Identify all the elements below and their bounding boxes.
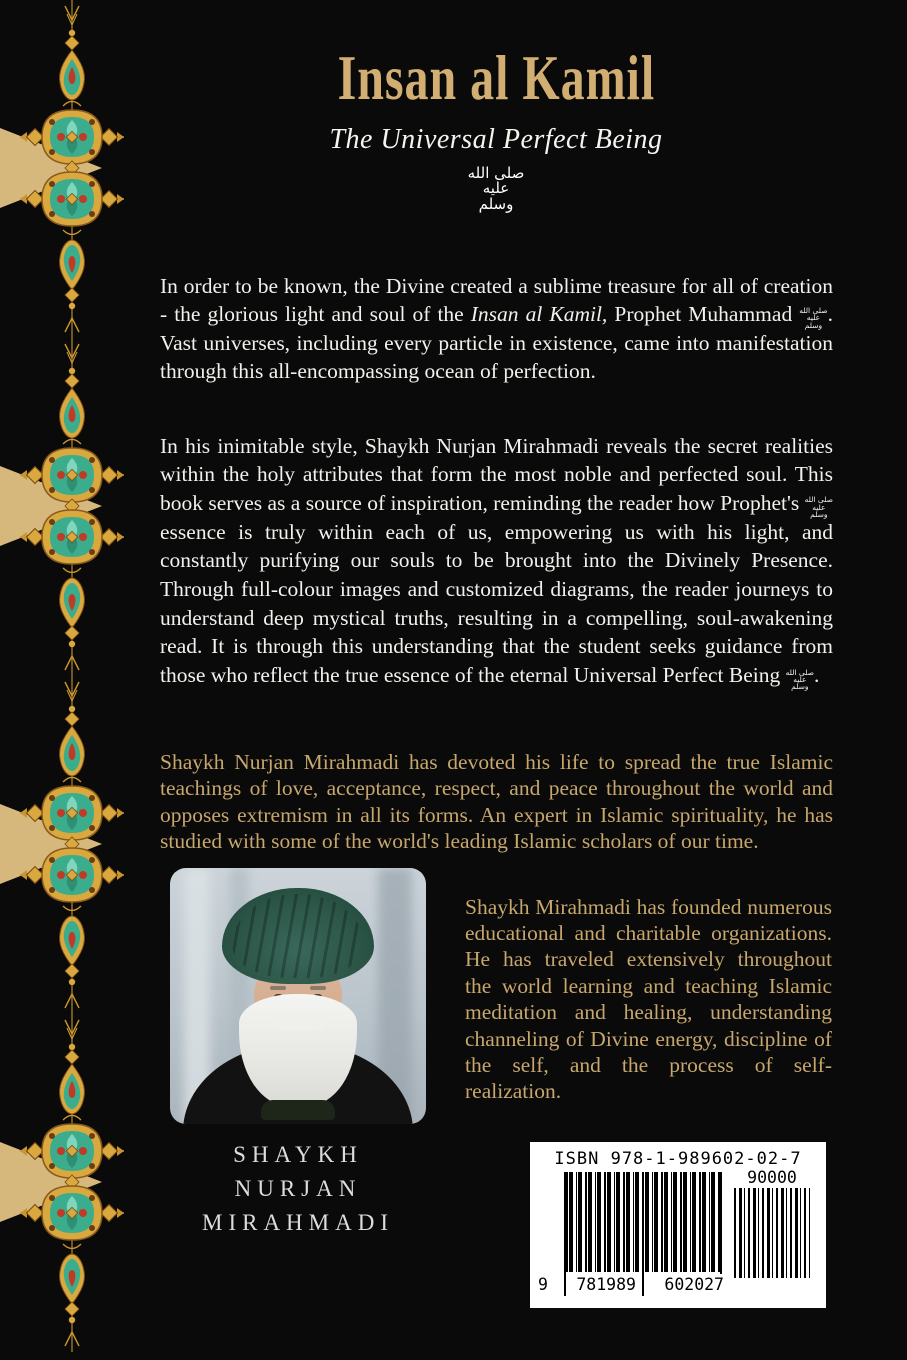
barcode-addon-digits: 90000	[747, 1168, 797, 1187]
author-photo	[170, 868, 426, 1124]
book-title-text: Insan al Kamil	[337, 41, 655, 113]
ornament-border	[0, 0, 150, 1360]
ean13-digits: 9 781989 602027	[538, 1275, 724, 1294]
book-subtitle: The Universal Perfect Being	[329, 124, 663, 155]
author-bio-paragraph-2: Shaykh Mirahmadi has founded numerous educational and charitable organizations. He has traveled extensively throughout the world learning and teaching Islamic meditation and healing, understanding channeling of Divine energy, discipline of the self, and the process of self-realization.	[465, 894, 832, 1104]
header	[158, 40, 834, 212]
isbn-label: ISBN 978-1-989602-02-7	[554, 1149, 802, 1169]
author-bio-paragraph-1: Shaykh Nurjan Mirahmadi has devoted his life to spread the true Islamic teachings of love, acceptance, respect, and peace throughout the world and opposes extremism in all its forms. An expert in Islamic spirituality, he has studied with some of the world's leading Islamic scholars of our time.	[160, 749, 833, 854]
ean5-bars-icon	[734, 1188, 810, 1278]
synopsis-paragraph-1: In order to be known, the Divine created a sublime treasure for all of creation - the glorious light and soul of the Insan al Kamil, Prophet Muhammad صلى الله عليه وسلم . Vast universes, including every particle in existence, came into manifestation through this all-encompassing ocean of perfection.	[160, 273, 833, 383]
synopsis-paragraph-2: In his inimitable style, Shaykh Nurjan Mirahmadi reveals the secret realities within the holy attributes that form the most noble and perfected soul. This book serves as a source of inspiration, reminding the reader how Prophet's صلى الله عليه وسلم essence is truly within each of us, empowering us with his light, and constantly purifying our souls to be brought into the Divinely Presence. Through full-colour images and customized diagrams, the reader journeys to understand deep mystical truths, resulting in a compelling, soul-awakening read. It is through this understanding that the student seeks guidance from those who reflect the true essence of the eternal Universal Perfect Being صلى الله عليه وسلم .	[160, 433, 833, 691]
cane-handle	[261, 1100, 335, 1120]
isbn-barcode	[530, 1142, 826, 1308]
saw-calligraphy-icon: صلى الله عليه وسلم	[785, 667, 814, 691]
italic-book-name: Insan al Kamil,	[470, 301, 608, 326]
arabesque-chain-icon	[0, 0, 150, 1360]
saw-calligraphy-icon: صلى الله عليه وسلم	[467, 164, 525, 213]
book-title	[158, 40, 834, 113]
saw-calligraphy-icon: صلى الله عليه وسلم	[799, 306, 828, 330]
saw-calligraphy-icon: صلى الله عليه وسلم	[804, 495, 833, 519]
author-name-caption: SHAYKH NURJAN MIRAHMADI	[202, 1142, 394, 1235]
